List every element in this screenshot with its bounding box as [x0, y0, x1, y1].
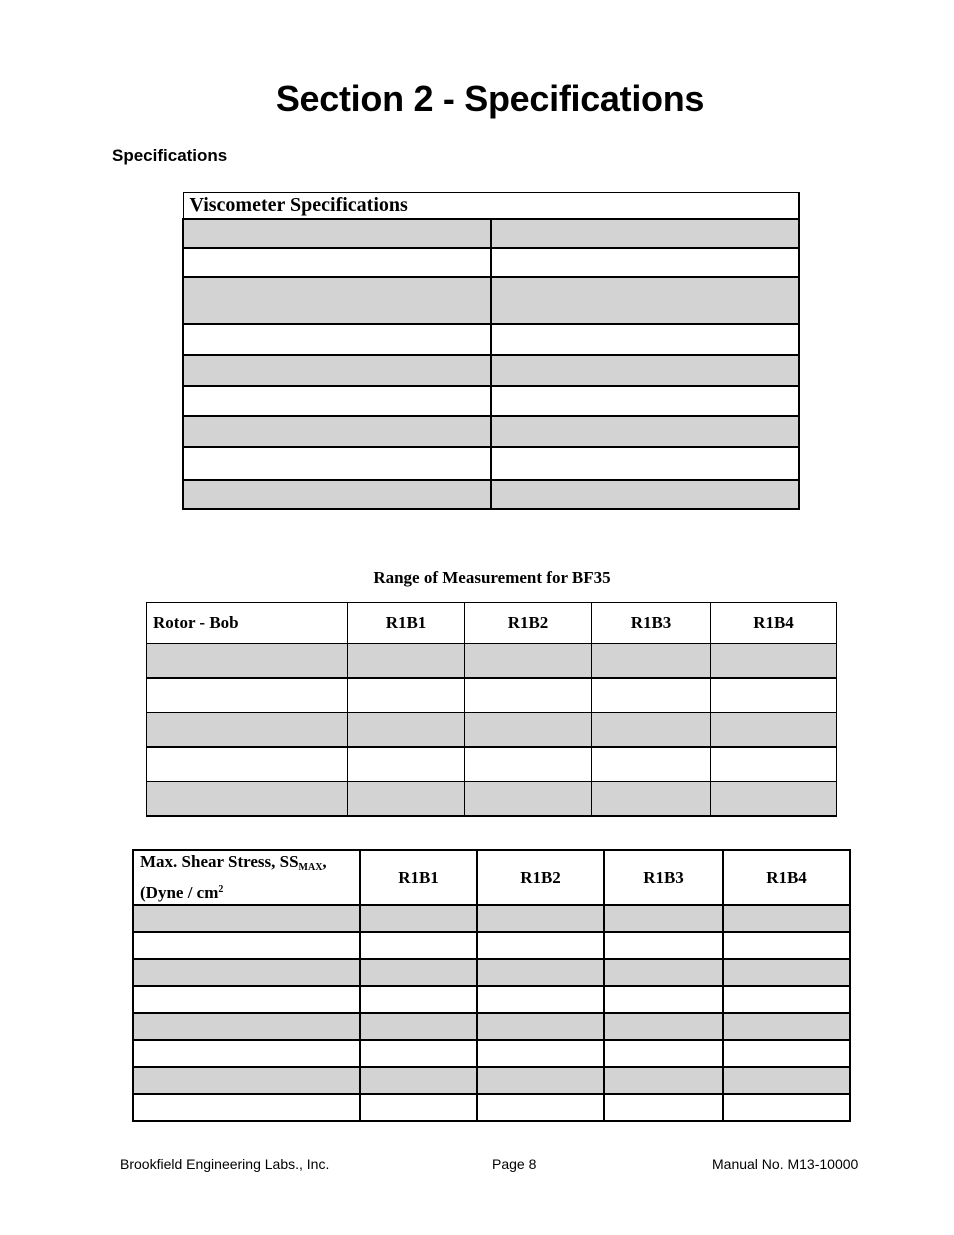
- table-cell: [592, 678, 711, 713]
- table-cell: [711, 747, 837, 782]
- table-cell: [360, 1067, 477, 1094]
- table-cell: [477, 1013, 604, 1040]
- table-cell: [133, 1040, 360, 1067]
- footer-company: Brookfield Engineering Labs., Inc.: [120, 1156, 330, 1172]
- table-row: [133, 905, 850, 932]
- table-cell: [133, 986, 360, 1013]
- table-cell: [604, 932, 723, 959]
- table-row: [147, 782, 837, 817]
- table-cell: [133, 1067, 360, 1094]
- table-cell: [348, 782, 465, 817]
- table-cell: [133, 905, 360, 932]
- table-cell: [604, 1094, 723, 1121]
- table-cell: [592, 644, 711, 679]
- shear-header-unit: (Dyne / cm: [140, 883, 219, 902]
- table-cell: [465, 747, 592, 782]
- table-cell: [723, 905, 850, 932]
- table-row: [183, 480, 799, 509]
- table-row: [133, 932, 850, 959]
- table-cell: [477, 959, 604, 986]
- section-heading: Specifications: [112, 146, 228, 165]
- table-cell: [183, 219, 491, 248]
- table-cell: [711, 644, 837, 679]
- table-row: [133, 986, 850, 1013]
- table-cell: [723, 959, 850, 986]
- table-cell: [360, 1013, 477, 1040]
- table-row: [183, 219, 799, 248]
- table-cell: [348, 644, 465, 679]
- column-header-r1b1: R1B1: [360, 850, 477, 905]
- table-cell: [477, 1040, 604, 1067]
- table-cell: [183, 447, 491, 480]
- table-cell: [348, 713, 465, 748]
- column-header-r1b4: R1B4: [711, 603, 837, 644]
- table-row: [183, 386, 799, 416]
- table-cell: [133, 1094, 360, 1121]
- table-row: [133, 959, 850, 986]
- table-header-row: [147, 603, 837, 644]
- table-cell: [592, 713, 711, 748]
- table-cell: [183, 355, 491, 386]
- table-row: [133, 1067, 850, 1094]
- column-header-r1b2: R1B2: [465, 603, 592, 644]
- table-row: [183, 277, 799, 324]
- table-cell: [133, 959, 360, 986]
- table-row: [133, 1040, 850, 1067]
- table-cell: [465, 678, 592, 713]
- table-cell: [723, 1094, 850, 1121]
- table-cell: [491, 416, 799, 447]
- table-row: [183, 447, 799, 480]
- table-cell: [592, 747, 711, 782]
- viscometer-specifications-title: Viscometer Specifications: [183, 193, 799, 220]
- table-cell: [360, 986, 477, 1013]
- table-cell: [348, 678, 465, 713]
- table-row: [133, 1013, 850, 1040]
- shear-header-prefix: Max. Shear Stress, SS: [140, 852, 299, 871]
- shear-header-subscript: MAX: [298, 862, 323, 873]
- viscometer-specifications-table: [182, 192, 800, 510]
- table-cell: [348, 747, 465, 782]
- table-cell: [183, 416, 491, 447]
- column-header-r1b4: R1B4: [723, 850, 850, 905]
- table-row: [183, 355, 799, 386]
- table-cell: [183, 386, 491, 416]
- column-header-rotor-bob: Rotor - Bob: [147, 603, 348, 644]
- table-cell: [360, 932, 477, 959]
- table-row: [147, 747, 837, 782]
- footer-page-number: Page 8: [492, 1156, 537, 1172]
- range-of-measurement-table: [146, 602, 837, 817]
- table-cell: [183, 480, 491, 509]
- table-cell: [147, 782, 348, 817]
- max-shear-stress-table: [132, 849, 851, 1122]
- table-cell: [604, 905, 723, 932]
- table-row: [133, 1094, 850, 1121]
- table-cell: [147, 678, 348, 713]
- table-cell: [133, 932, 360, 959]
- table-cell: [147, 644, 348, 679]
- table-cell: [723, 1040, 850, 1067]
- table-cell: [711, 782, 837, 817]
- page-title: Section 2 - Specifications: [275, 78, 705, 119]
- table-cell: [604, 959, 723, 986]
- table-cell: [491, 248, 799, 277]
- table-cell: [723, 1067, 850, 1094]
- column-header-r1b3: R1B3: [592, 603, 711, 644]
- table-cell: [360, 905, 477, 932]
- table-row: [147, 644, 837, 679]
- table-row: [183, 324, 799, 355]
- table-cell: [477, 1067, 604, 1094]
- table-cell: [147, 747, 348, 782]
- table-cell: [147, 713, 348, 748]
- table-cell: [183, 248, 491, 277]
- table-cell: [491, 277, 799, 324]
- shear-header-superscript: 2: [218, 884, 224, 895]
- table-cell: [711, 678, 837, 713]
- table-cell: [477, 986, 604, 1013]
- column-header-r1b1: R1B1: [348, 603, 465, 644]
- table-cell: [604, 1067, 723, 1094]
- table-cell: [723, 986, 850, 1013]
- table-cell: [491, 386, 799, 416]
- table-cell: [133, 1013, 360, 1040]
- table-cell: [360, 959, 477, 986]
- table-header-row: [133, 850, 850, 905]
- table-row: [183, 248, 799, 277]
- table-row: [147, 713, 837, 748]
- table-cell: [477, 932, 604, 959]
- table-cell: [491, 355, 799, 386]
- table-cell: [491, 219, 799, 248]
- table-cell: [491, 324, 799, 355]
- table-cell: [465, 782, 592, 817]
- shear-header-suffix: ,: [322, 852, 327, 871]
- table-cell: [360, 1094, 477, 1121]
- table-cell: [604, 1013, 723, 1040]
- table-cell: [491, 480, 799, 509]
- table-cell: [360, 1040, 477, 1067]
- column-header-max-shear-stress: [133, 850, 360, 905]
- column-header-r1b3: R1B3: [604, 850, 723, 905]
- table-cell: [477, 1094, 604, 1121]
- table-cell: [491, 447, 799, 480]
- table-row: [147, 678, 837, 713]
- table-cell: [592, 782, 711, 817]
- table-cell: [477, 905, 604, 932]
- table-row: [183, 416, 799, 447]
- table-cell: [711, 713, 837, 748]
- range-table-caption: Range of Measurement for BF35: [373, 568, 611, 587]
- table-cell: [183, 324, 491, 355]
- footer-manual-number: Manual No. M13-10000: [712, 1156, 859, 1172]
- table-cell: [604, 986, 723, 1013]
- column-header-r1b2: R1B2: [477, 850, 604, 905]
- table-cell: [183, 277, 491, 324]
- table-cell: [723, 932, 850, 959]
- table-cell: [723, 1013, 850, 1040]
- table-cell: [604, 1040, 723, 1067]
- table-cell: [465, 644, 592, 679]
- table-cell: [465, 713, 592, 748]
